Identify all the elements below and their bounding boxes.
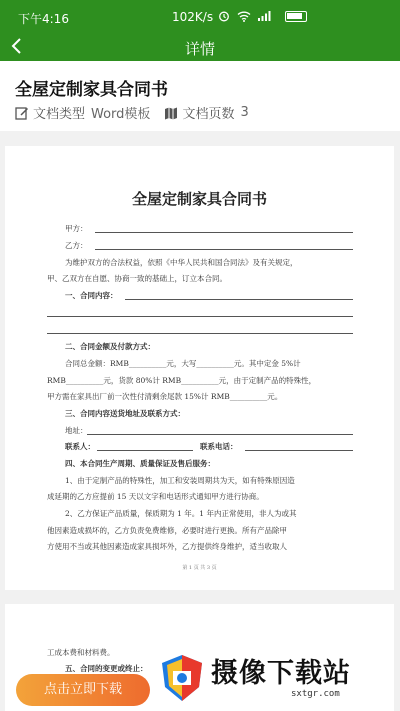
map-icon [164,106,178,120]
party-b-line [95,249,353,250]
section-1-heading: 一、合同内容： [65,291,118,300]
section-3-heading: 三、合同内容送货地址及联系方式： [65,409,185,418]
signal-icon [257,10,271,22]
status-time: 下午4:16 [18,12,69,26]
battery-icon [285,11,307,22]
document-pages-label: 文档页数 [182,107,235,122]
edit-icon [15,106,29,120]
camera-shield-logo-icon [159,653,205,703]
contact-label: 联系人： [65,442,95,451]
party-b-label: 乙方： [65,241,88,250]
watermark-brand [155,647,400,711]
status-icons [218,9,271,22]
section-2-heading: 二、合同金额及付款方式： [65,342,155,351]
section-1-line-1 [125,299,353,300]
document-header [0,61,400,131]
contract-title: 全屋定制家具合同书 [131,190,267,208]
section-4-heading: 四、本合同生产周期、质量保证及售后服务： [65,459,215,468]
section-1-line-3 [47,333,353,334]
document-meta [15,103,249,122]
clause-2-line-3: 方使用不当或其他因素造成家具损坏外，乙方提供终身维护，适当收取人 [47,542,287,551]
phone-label: 联系电话： [200,442,238,451]
amount-line-3: 甲方需在家具出厂前一次性付清剩余尾款 15%计 RMB__________元。 [47,392,283,401]
network-speed: 102K/s [172,10,214,24]
status-bar [0,0,400,33]
party-a-line [95,232,353,233]
amount-line-2: RMB__________元，货款 80%计 RMB__________元，由于定制产品的特殊性， [47,376,317,385]
brand-name: 摄像下载站 [211,658,351,689]
phone-line [245,450,353,451]
document-pages-value: 3 [240,105,249,120]
clause-1-line-1: 1、由于定制产品的特殊性，加工和安装周期共为天，如有特殊原因造 [65,476,295,485]
clause-1-line-2: 成延期的乙方应提前 15 天以文字和电话形式通知甲方进行协商。 [47,492,264,501]
section-1-line-2 [47,316,353,317]
document-type-value: Word模板 [91,107,151,122]
party-a-label: 甲方： [65,224,88,233]
document-type-label: 文档类型 [33,107,86,122]
wifi-icon [237,10,251,22]
download-button[interactable]: 点击立即下载 [16,674,150,706]
page-2-line-1: 工成本费和材料费。 [47,648,115,657]
address-label: 地址： [65,426,88,435]
brand-url: sxtgr.com [291,689,340,699]
top-nav-bar [0,33,400,61]
intro-line-1: 为维护双方的合法权益，依照《中华人民共和国合同法》及有关规定， [65,258,298,267]
page-2-line-2: 五、合同的变更或终止： [65,664,148,673]
alarm-icon [218,10,230,22]
contact-line [97,450,193,451]
document-title: 全屋定制家具合同书 [15,80,168,100]
intro-line-2: 甲、乙双方在自愿、协商一致的基础上，订立本合同。 [47,274,227,283]
address-line [87,434,353,435]
page-title: 详情 [184,40,215,58]
amount-line-1: 合同总金额：RMB__________元，大写__________元。其中定金 5%计 [65,359,301,368]
clause-2-line-1: 2、乙方保证产品质量，保质期为 1 年。1 年内正常使用，非人为或其 [65,509,297,518]
document-preview-page-1 [5,146,394,590]
clause-2-line-2: 他因素造成损坏的，乙方负责免费维修，必要时进行更换。所有产品除甲 [47,526,287,535]
page-footer: 第 1 页 共 3 页 [182,565,217,571]
